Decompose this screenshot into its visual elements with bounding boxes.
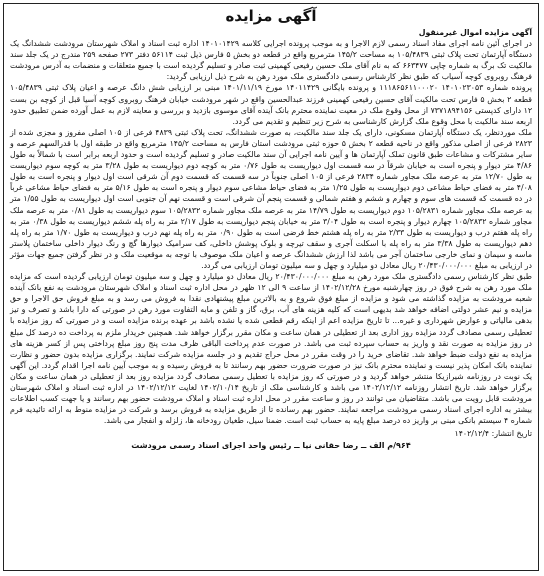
notice-body — [4, 27, 538, 426]
paragraph-auction-terms: طبق نظر کارشناس رسمی دادگستری ملک مورد رهن به مبلغ ۲۰/۴۳۰/۰۰۰/۰۰۰ ریال معادل دو میلیارد و چهل و سه میلیون تومان ارزیابی گردیده است که مزایده ملک مورد رهن به شرح فوق در روز چهارشنبه مورخ ۱۴۰۲/۱۲/۲۸ از ساعت ۹ الی ۱۲ ظهر در محل اداره ثبت اسناد و املاک شهرستان مرودشت به نفع بانک آینده شعبه مرودشت به مزایده گذاشته می شود و مزایده از مبلغ فوق شروع و به بالاترین مبلغ پیشنهادی نقدا به فروش می رسد و به مبلغ فروش حق الاجرا و حق مزایده و نیم عشر دولتی اضافه خواهد شد بدیهی است که کلیه هزینه های آب، برق، گاز و تلفن و مابه التفاوت مورد رهن در صورتی که دارا باشد و تصرف و تیز بدهی مالیاتی و عوارض شهرداری و غیره... تا تاریخ مزایده اعم از اینکه رقم قطعی شده یا نشده باشد بر عهده برنده مزایده است و در صورتی که روز مزایده با تعطیلی رسمی مصادف گردد مزایده روز اداری بعد از تعطیلی در همان ساعت و مکان مقرر برگزار خواهد شد. همچنین خریدار ملزم به پرداخت ده درصد کل مبلغ در روز مزایده به صورت نقد و واریز به حساب سپرده ثبت می باشد. در صورت عدم پرداخت الباقی ظرف مدت پنج روز مبلغ پرداختی پس از کسر هزینه های مزایده به نفع دولت ضبط خواهد شد. تقاضای خرید را در وقت مقرر در محل حراج تقدیم و در جلسه مزایده شرکت نمایند. برگزاری مزایده بدون حضور و نظارت نماینده بانک امکان پذیر نیست و نماینده محترم بانک نیز در صورت ضرورت حضور بهم رسانند تا به فروش رسیده و به موجب آیین نامه اجرا اقدام گردد. این آگهی یک نوبت در روزنامه شیرازیکا منتشر خواهد گردید و در صورتی که روز مزایده با تعطیل رسمی مصادف گردد مزایده روز بعد از تعطیلی در همان ساعت و مکان برگزار خواهد شد. تاریخ انتشار روزنامه ۱۴۰۲/۱۲/۱۲ می باشد و کارشناسی ملک از تاریخ ۱۴۰۲/۱۰/۱۴ لغایت ۱۴۰۲/۱۲/۱۲ در اداره ثبت اسناد و املاک شهرستان مرودشت قابل رویت می باشد. متقاضیان می توانند در روز و ساعت مقرر در محل اداره ثبت اسناد و املاک مرودشت حضور بهم رسانند و یا جهت کسب اطلاعات بیشتر به اداره اجرای اسناد رسمی مرودشت مراجعه نمایند. حضور بهم رسانده تا از طریق مزایده به فروش برسد و شرکت در مزایده منوط به ارائه تائیدیه فرم شماره ۴ سیستم بانکی مبنی بر واریز ده درصد مبلغ پایه به حساب ثبت است. ضمنا سیل، طغیان رودخانه ها، زلزله و انفجار می باشد. — [10, 272, 533, 426]
paragraph-property-description: ملک موردنظر، یک دستگاه آپارتمان مسکونی، دارای یک جلد سند مالکیت، به صورت ششدانگ، تحت پلاک ثبتی ۴۸۳۹ فرعی از ۱۰۵ اصلی مفروز و مجزی شده از ۲۸۲۳ فرعی از اصلی مذکور واقع در ناحیه قطعه ۲ بخش ۵ حوزه ثبتی مرودشت استان فارس به مساحت ۱۴۵/۲ مترمربع واقع در طبقه اول با قدرالسهم عرصه و سایر مشترکات و مشاعات طبق قانون تملک آپارتمان ها و آیین نامه اجرایی آن سند مالکیت صادر و تسلیم گردیده است و حدود اربعه برابر است با شمالاً به طول ۴/۸۶ متر دیوار و پنجره است به خیابان شرقاً در سه قسمت اول دیواریست به طول ۰/۷۶ متر به کوچه دوم دیواریست به طول ۳/۲۸ متر به کوچه سوم دیواریست به طول ۱۲/۷۰ متر به عرصه ملک مجاور شماره ۲۸۳۴ فرعی از ۱۰۵ اصلی جنوباً در سه قسمت که قسمت دوم آن شرقی است اول دیوار و پنجره است به طول ۴/۰۸ متر به فضای حیاط مشاعی دوم دیواریست به طول ۱/۲۵ متر به فضای حیاط مشاعی سوم دیوار و پنجره است به طول ۵/۱۶ متر به فضای حیاط مشاعی غرباً در ده قسمت که قسمت های سوم و چهارم و ششم و هفتم شمالی و قسمت پنجم آن شرقی است و قسمت نهم آن جنوبی است اول دیواریست به طول ۱/۵۵ متر به عرصه ملک مجاور شماره ۱۰۵/۲۸۳۱ دوم دیواریست به طول ۱۴/۷۹ متر به عرصه ملک مجاور شماره ۱۰۵/۲۸۳۲ سوم دیواریست به طول ۰/۸۱ متر به عرصه ملک مجاور شماره ۱۰۵/۲۸۳۲ چهارم دیوار و پنجره است به طول ۳/۰۴ متر به خیابان پنجم دیواریست به طول ۲/۱۷ متر به راه پله ششم دیواریست به طول ۰/۳۸ متر به راه پله هفتم درب و دیواریست به طول ۲/۳۳ متر به راه پله هشتم خط فرضی است به طول ۰/۹۰ متر به راه پله نهم درب و دیواریست به طول ۱/۷۰ متر به راه پله دهم دیواریست به طول ۳/۳۸ متر به راه پله با اسکلت آجری و سقف تیرچه و بلوک پوشش داخلی، کف سرامیک دیوارها گچ و رنگ دیوار داخلی ساختمان پلاستر ماسه و سیمان و نمای خارجی ساختمان آجر می باشد لذا ارزش ششدانگ عرصه و اعیان ملک موصوف با توجه به موقعیت ملک و در نظر گرفتن جمیع جهات مؤثر در ارزیابی به مبلغ ۲۰/۴۳۰/۰۰۰/۰۰۰ ریال معادل دو میلیارد و چهل و سه میلیون تومان ارزیابی می گردد. — [10, 127, 532, 270]
publish-date: تاریخ انتشار: ۱۴۰۲/۱۲/۴ — [454, 429, 532, 439]
paragraph-intro: در اجرای آئین نامه اجرای مفاد اسناد رسمی لازم الاجرا و به موجب پرونده اجرایی کلاسه ۱۴۰۱۰۱۴۲۹ اداره ثبت اسناد و املاک شهرستان مرودشت ششدانگ یک دستگاه آپارتمان تحت پلاک ثبتی ۱۰۵/۴۸۳۹ به مساحت ۱۴۵/۲ مترمربع واقع در قطعه دو بخش ۵ فارس ذیل ثبت ۵۶۱۱۴ دفتر ۲۷۳ صفحه ۲۵۹ مندرج در یک جلد سند مالکیت تک برگ به شماره چاپی ۶۶۳۴۷۷ که به نام آقای ملک حسین رفیعی کهمینی ثبت صادر و تسلیم گردیده است با جمیع متعلقات و منضمات به آدرس مرودشت فرهنگ روبروی کوچه آسیاب که طبق نظر کارشناس رسمی دادگستری ملک مورد رهن به شرح ذیل ارزیابی گردید: — [10, 39, 533, 82]
notice-title: آگهی مزایده — [225, 7, 317, 25]
notice-subheading: آگهی مزایده اموال غیرمنقول — [418, 28, 532, 37]
paragraph-case-file: پرونده شماره ۱۴۰۱۰۲۳۰۵۳ ۱۱۱۸۶۵۶۱۱۰۰۰۲۰ و پرونده بایگانی ۱۴۰۱۱۴۲۹ مورخ ۱۴۰۱/۱۱/۱۹ مبنی بر ارزیابی شش دانگ عرصه و اعیان پلاک ثبتی ۱۰۵/۴۸۳۹ قطعه ۲ بخش ۵ فارس تحت مالکیت آقای حسین رفیعی کهمینی فرزند عبدالحسین واقع در شهر مرودشت خیابان فرهنگ روبروی کوچه آسیا قبل از کوچه بن بست ۱۲ دارای کدپستی ۷۳۷۱۸۹۴۱۵۶ از محل وقوع ملک در معیت نماینده محترم بانک آینده آقای موسوی بازدید و بررسی و معاینه لازم به عمل آورده ضمن تطبیق حدود اربعه سند مالکیت با محل وقوع ملک گزارش کارشناسی به شرح زیر تنظیم و تقدیم می گردد. — [10, 83, 533, 126]
auction-notice — [3, 3, 539, 571]
signature-line: ۹۶۴/م الف ــ رضا حقانی نیا ــ رئیس واحد اجرای اسناد رسمی مرودشت — [131, 441, 411, 451]
